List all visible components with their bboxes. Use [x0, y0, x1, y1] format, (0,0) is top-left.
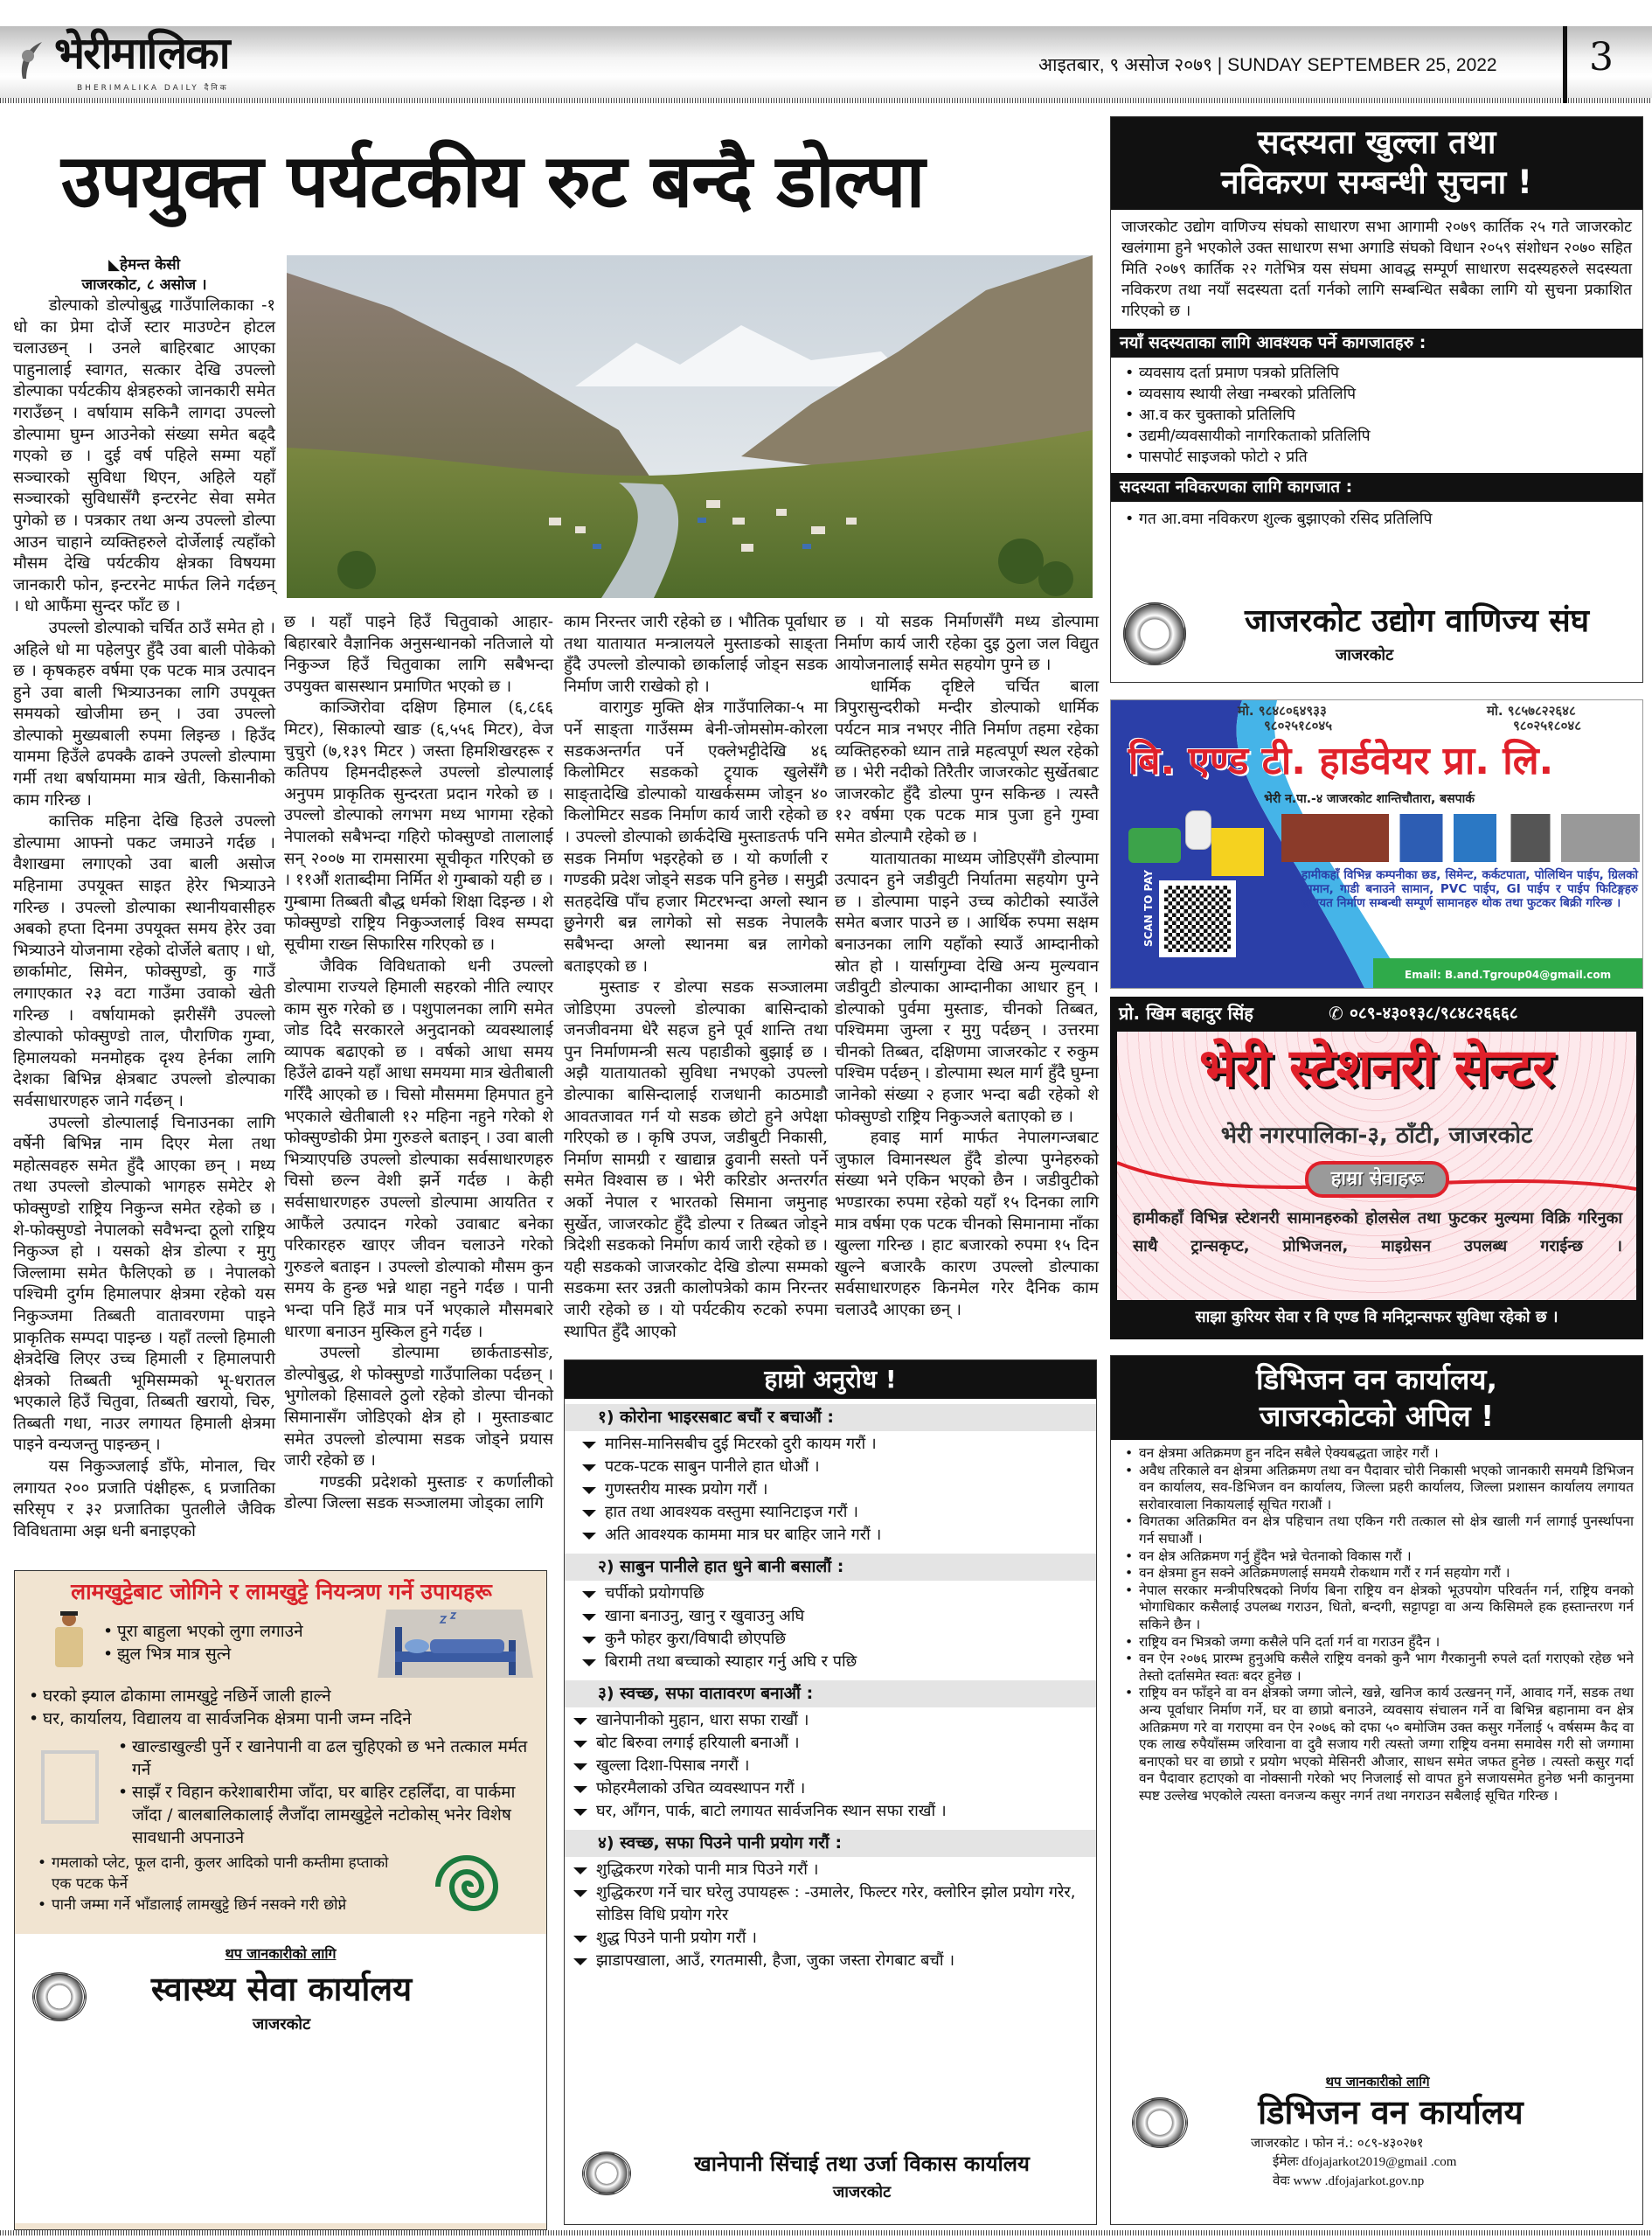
window-mesh-illustration [41, 1750, 99, 1824]
appeal-item: शुद्ध पिउने पानी प्रयोग गरौं । [565, 1927, 1087, 1950]
article-paragraph: यातायातका माध्यम जोडिएसँगै डोल्पामा उत्पादन हुने जडीवुटी निर्यातमा सहयोग पुग्ने छ । डोल्पामा पाइने उच्च कोटीको स्याउँले समेत बजार पाउने छ । आर्थिक रुपमा सक्षम बनाउनका लागि यहाँको स्याउँ आम्दानीको स्रोत हो । यार्सागुम्वा देखि अन्य मुल्यवान जडीवुटी डोल्पाका आम्दानीका आधार हुन् । डोल्पाको पुर्वमा मुस्ताङ, चीनको तिब्बत, पश्चिममा जुम्ला र मुगु पर्दछन् । उत्तरमा चीनको तिब्बत, दक्षिणमा जाजरकोट र रुकुम पश्चिम पर्दछन् । डोल्पामा स्थल मार्ग हुँदै घुम्ना जानेको संख्या २ हजार भन्दा बढी रहेको शे फोक्सुण्डो राष्ट्रिय निकुञ्जले बताएको छ । [835, 849, 1099, 1126]
notice-title-line-1: सदस्यता खुल्ला तथा [1257, 123, 1496, 161]
hardware-description: हामीकहाँ विभिन्न कम्पनीका छड, सिमेन्ट, कर्कटपाता, पोलिथिन पाईप, ग्रिलको सामान, गाडी बनाउने सामान, PVC पाईप, GI पाईप र पाईप फिटिङ्गहरु लगायत निर्माण सम्बन्धी सम्पूर्ण सामानहरु थोक तथा फुटकर बिक्री गरिन्छ । [1301, 868, 1638, 910]
bed-with-mosquito-net-illustration [378, 1610, 535, 1679]
article-paragraph: मुस्ताङ र डोल्पा सडक सञ्जालमा जोडिएमा उपल्लो डोल्पाका बासिन्दाको जनजीवनमा धेरै सहज हुने पूर्व शान्ति तथा पुन निर्माणमन्त्री सत्य पहाडीको बुझाई छ । अझै यातायातको सुविधा नभएको उपल्लो डोल्पाका बासिन्दालाई राजधानी काठमाडौ आवतजावत गर्न यो सडक छोटो हुने अपेक्षा गरिएको छ । कृषि उपज, जडीबुटी निकासी, निर्माण सामग्री र खाद्यान्न ढुवानी सस्तो पर्ने समेत विश्वास छ । भेरी करिडोर अन्तरर्गत अर्को नेपाल र भारतको सिमाना जमुनाह सुर्खेत, जाजरकोट हुँदै डोल्पा र तिब्बत जोड्ने त्रिदेशी सडकको निर्माण कार्य जारी रहेको छ । यही सडकको जाजरकोट देखि डोल्पा सम्मको सडकमा स्तर उन्नती कालोपत्रेको काम निरन्तर जारी रहेको छ । यो पर्यटकीय रुटको रुपमा स्थापित हुँदै आएको [564, 978, 828, 1341]
document-item: • आ.व कर चुक्ताको प्रतिलिपि [1120, 405, 1634, 426]
mosquito-tips-group-4 [32, 1853, 399, 1916]
article-paragraph: छ । यो सडक निर्माणसँगै मध्य डोल्पामा निर्माण कार्य जारी रहेका दुइ ठुला जल विद्युत आयोजनालाई समेत सहयोग पुग्ने छ । [835, 613, 1099, 675]
issue-date: आइतबार, ९ असोज २०७९ | SUNDAY SEPTEMBER 25, 2022 [1038, 55, 1497, 75]
appeal-section-list [565, 1707, 1096, 1830]
appeal-item: मानिस-मानिसबीच दुई मिटरको दुरी कायम गरौं । [573, 1433, 1087, 1456]
chamber-emblem-icon [1123, 602, 1186, 665]
document-item: • उद्यमी/व्यवसायीको नागरिकताको प्रतिलिपि [1120, 426, 1634, 447]
notice-org-name: जाजरकोट उद्योग वाणिज्य संघ [1245, 603, 1589, 639]
article-paragraph: छ । यहाँ पाइने हिउँ चितुवाको आहार-बिहारबारे वैज्ञानिक अनुसन्धानको नतिजाले यो निकुञ्ज हिउँ चितुवाका लागि सबैभन्दा उपयुक्त बासस्थान प्रमाणित भएको छ । [284, 613, 553, 696]
government-emblem-icon [1132, 2097, 1188, 2148]
tip-item: • पूरा बाहुला भएको लुगा लगाउने [98, 1620, 369, 1643]
forest-appeal-item: • नेपाल सरकार मन्त्रीपरिषदको निर्णय बिना राष्ट्रिय वन क्षेत्रको भूउपयोग परिवर्तन गर्न, राष्ट्रिय वनको भोगाधिकार कसैलाई उपलब्ध गराउन, धितो, बन्दगी, सट्टापट्टा वा अन्य किसिमले हक हस्तान्तरण गर्न सकिने छैन । [1120, 1582, 1634, 1634]
newspaper-logo: भेरीमालिका [54, 27, 229, 79]
appeal-section-list [565, 1581, 1096, 1680]
mosquito-tips-group-3 [113, 1735, 532, 1849]
document-item: • पासपोर्ट साइजको फोटो २ प्रति [1120, 447, 1634, 468]
mosquito-tips-group-1 [98, 1620, 369, 1665]
author-name: हेमन्त केसी [120, 256, 181, 274]
water-office-place: जाजरकोट [832, 2183, 892, 2201]
renewal-documents [1111, 502, 1642, 537]
article-paragraph: काम निरन्तर जारी रहेको छ । भौतिक पूर्वाधार तथा यातायात मन्त्रालयले मुस्ताङको साङ्ता हुँदै उपल्लो डोल्पाको छार्कालाई जोड्न सडक निर्माण जारी राखेको हो । [564, 613, 828, 696]
mosquito-tips-group-2 [24, 1685, 539, 1730]
appeal-item: अति आवश्यक काममा मात्र घर बाहिर जाने गरौं । [573, 1524, 1087, 1547]
forest-appeal-item: • वन क्षेत्रमा हुन सक्ने अतिक्रमणलाई समयमै रोकथाम गरौं र गर्न सहयोग गरौं । [1120, 1565, 1634, 1582]
mosquito-coil-icon [426, 1849, 510, 1924]
article-paragraph: उपल्लो डोल्पामा छार्कताङसोङ, डोल्पोबुद्ध, शे फोक्सुण्डो गाउँपालिका पर्दछन् । भुगोलको हिसावले ठुलो रहेको डोल्पा चीनको सिमानासँग जोडिएको क्षेत्र हो । मुस्ताङबाट समेत उपल्लो डोल्पामा सडक जोड्ने प्रयास जारी रहेको छ । [284, 1344, 553, 1471]
forest-appeal-item: • राष्ट्रिय वन भित्रको जग्गा कसैले पनि दर्ता गर्न वा गराउन हुँदैन । [1120, 1634, 1634, 1651]
forest-office-name: डिभिजन वन कार्यालय [1258, 2093, 1524, 2131]
tip-item: • पानी जम्मा गर्ने भाँडालाई लामखुट्टे छिर्न नसक्ने गरी छोप्ने [32, 1895, 399, 1916]
forest-appeal-item: • अवैध तरिकाले वन क्षेत्रमा अतिक्रमण तथा वन पैदावार चोरी निकासी भएको जानकारी समयमै डिभिजन वन कार्यालय, सव-डिभिजन वन कार्यालय, जिल्ला प्रहरी कार्यालय, जिल्ला प्रशासन कार्यालय लगायत सरोवारवाला निकायलाई सूचित गराऔं । [1120, 1463, 1634, 1514]
more-info-label: थप जानकारीको लागि [1325, 2074, 1430, 2090]
appeal-sections [565, 1404, 1096, 1979]
stationery-ad [1110, 997, 1643, 1339]
new-membership-heading: नयाँ सदस्यताका लागि आवश्यक पर्ने कागजातहरु : [1111, 329, 1642, 358]
article-headline: उपयुक्त पर्यटकीय रुट बन्दै डोल्पा [61, 138, 925, 224]
hardware-goods-strip [1281, 814, 1640, 862]
hardware-phone-left: मो. ९८४८०६४९३३ ९८०२५१८०४५ [1238, 703, 1333, 734]
hardware-shop-name: बि. एण्ड टी. हार्डवेयर प्रा. लि. [1128, 739, 1554, 783]
government-emblem-icon [582, 2152, 631, 2195]
appeal-item: शुद्धिकरण गर्ने चार घरेलु उपायहरू : -उमालेर, फिल्टर गरेर, क्लोरिन झोल प्रयोग गरेर, सोडिस विधि प्रयोग गरेर [565, 1881, 1087, 1927]
byline [13, 255, 275, 275]
government-emblem-icon [32, 1972, 87, 2021]
forest-appeal-item: • वन क्षेत्रमा अतिक्रमण हुन नदिन सबैले ऐक्यबद्धता जाहेर गरौं । [1120, 1445, 1634, 1463]
services-label: हाम्रा सेवाहरू [1305, 1161, 1449, 1198]
mosquito-title: लामखुट्टेबाट जोगिने र लामखुट्टे नियन्त्रण गर्ने उपायहरू [71, 1579, 492, 1604]
forest-office-email[interactable]: ईमेलः dfojajarkot2019@gmail .com [1273, 2155, 1457, 2169]
forest-office-appeal [1110, 1355, 1643, 2225]
tip-item: • साझँ र विहान करेशाबारीमा जाँदा, घर बाहिर टहलिँदा, वा पार्कमा जाँदा / बालबालिकालाई लैजाँदा लामखुट्टेले नटोकोस् भनेर विशेष सावधानी अपनाउने [113, 1781, 532, 1849]
appeal-item: गुणस्तरीय मास्क प्रयोग गरौं । [573, 1478, 1087, 1501]
appeal-item: बिरामी तथा बच्चाको स्याहार गर्नु अघि र पछि [573, 1651, 1087, 1673]
appeal-item: खानेपानीको मुहान, धारा सफा राखौं । [565, 1709, 1087, 1732]
person-full-sleeves-illustration [50, 1611, 88, 1667]
article-paragraph: काञ्जिरोवा दक्षिण हिमाल (६,८६६ मिटर), सिकाल्पो खाङ (६,५५६ मिटर), वेज चुचुरो (७,१३९ मिटर ) जस्ता हिमशिखरहरू र कतिपय हिमनदीहरूले उपल्लो डोल्पालाई अनुपम प्राकृतिक सुन्दरता प्रदान गरेको छ । उपल्लो डोल्पाको लगभग मध्य भागमा रहेको नेपालको सबैभन्दा गहिरो फोक्सुण्डो तालालाई सन् २००७ मा रामसारमा सूचीकृत गरिएको छ । ११औं शताब्दीमा निर्मित शे गुम्बाको यही छ । गुम्बामा तिब्बती बौद्ध धर्मको शिक्षा दिइन्छ । शे फोक्सुण्डो राष्ट्रिय निकुञ्जलाई विश्व सम्पदा सूचीमा राख्न सिफारिस गरिएको छ । [284, 699, 553, 954]
article-paragraph: गण्डकी प्रदेशको मुस्ताङ र कर्णालीको डोल्पा जिल्ला सडक सञ्जालमा जोड्का लागि [284, 1472, 553, 1513]
appeal-item: कुनै फोहर कुरा/विषादी छोएपछि [573, 1628, 1087, 1651]
tip-item: • झुल भित्र मात्र सुत्ने [98, 1643, 369, 1665]
appeal-section-list [565, 1431, 1096, 1554]
notice-title [1111, 117, 1642, 210]
stationery-ad-panel [1117, 1032, 1636, 1300]
appeal-item: हात तथा आवश्यक वस्तुमा स्यानिटाइज गरौं । [573, 1501, 1087, 1524]
appeal-title: हाम्रो अनुरोध ! [565, 1360, 1096, 1399]
article-column-2 [284, 612, 553, 1522]
newspaper-logo-subtitle: BHERIMALIKA DAILY दैनिक [77, 84, 229, 93]
document-item: • व्यवसाय दर्ता प्रमाण पत्रको प्रतिलिपि [1120, 363, 1634, 384]
stationery-description: हामीकहाँ विभिन्न स्टेशनरी सामानहरुको होलसेल तथा फुटकर मुल्यमा विक्रि गरिनुका साथै ट्रान्सकृप्ट, प्रोभिजनल, माइग्रेसन उपलब्ध गराईन्छ । [1133, 1209, 1622, 1255]
tip-item: • घर, कार्यालय, विद्यालय वा सार्वजनिक क्षेत्रमा पानी जम्न नदिने [24, 1707, 539, 1730]
water-office-appeal [564, 1359, 1097, 2225]
forest-appeal-item: • वन क्षेत्र अतिक्रमण गर्नु हुँदैन भन्ने चेतनाको विकास गरौं । [1120, 1548, 1634, 1566]
appeal-section-list [565, 1857, 1096, 1979]
health-office-name: स्वास्थ्य सेवा कार्यालय [150, 1970, 413, 2008]
stationery-address: भेरी नगरपालिका-३, ठाँटी, जाजरकोट [1220, 1123, 1533, 1149]
more-info-label: थप जानकारीको लागि [225, 1945, 337, 1962]
forest-title-line-2: जाजरकोटको अपिल ! [1259, 1399, 1495, 1433]
hardware-ad [1110, 699, 1643, 989]
qr-code[interactable] [1159, 880, 1236, 957]
appeal-section-heading: ३) स्वच्छ, सफा वातावरण बनाऔं : [565, 1680, 1096, 1707]
appeal-section-heading: १) कोरोना भाइरसबाट बचौं र बचाऔं : [565, 1404, 1096, 1431]
document-item: • गत आ.वमा नविकरण शुल्क बुझाएको रसिद प्रतिलिपि [1120, 509, 1634, 530]
appeal-item: चर्पीको प्रयोगपछि [573, 1582, 1087, 1605]
phone-icon: ✆ [1329, 1003, 1343, 1024]
forest-title [1111, 1356, 1642, 1440]
dateline: जाजरकोट, ८ असोज । [81, 276, 207, 294]
forest-title-line-1: डिभिजन वन कार्यालय, [1255, 1362, 1498, 1396]
article-paragraph: हवाइ मार्ग मार्फत नेपालगन्जबाट जुफाल विमानस्थल हुँदै डोल्पा पुग्नेहरुको संख्या भने एकिन भएको छैन । जडीवुटीको भण्डारका रुपमा रहेको यहाँ १५ दिनका लागि मात्र वर्षमा एक पटक चीनको सिमानामा नाँका खुल्ला गरिन्छ । हाट बजारको रुपमा १५ दिन खुल्ने बजारकै कारण उपल्लो डोल्पाका सर्वसाधारणहरु किनमेल गरेर दैनिक काम चलाउदै आएका छन् । [835, 1129, 1099, 1319]
article-photo-dolpa-valley [287, 255, 1093, 598]
hardware-phone-right: मो. ९८५७८२२६४८ ९८०२५१८०४८ [1487, 703, 1582, 734]
article-paragraph: डोल्पाको डोल्पोबुद्ध गाउँपालिकाका -१ धो का प्रेमा दोर्जे स्टार माउण्टेन होटल चलाउछन् । उनले बाहिरबाट आएका पाहुनालाई स्वागत, सत्कार देखि उपल्लो डोल्पाका पर्यटकीय क्षेत्रहरुको जानकारी समेत गराउँछन् । वर्षायाम सकिनै लागदा उपल्लो डोल्पामा घुम्न आउनेको संख्या समेत बढ्दै गएको छ । दुई वर्ष पहिले सम्मा यहाँ सञ्चारको सुविधा थिएन, अहिले यहाँ सञ्चारको सुविधासँगै इन्टरनेट सेवा समेत पुगेको छ । पत्रकार तथा अन्य उपल्लो डोल्पा आउन चाहाने व्यक्तिहरुले दोर्जेलाई त्यहाँको मौसम देखि पर्यटकीय क्षेत्रका विषयमा जानकारी फोन, इन्टरनेट मार्फत लिने गर्दछन् । धो आफैंमा सुन्दर फाँट छ । [13, 296, 275, 616]
appeal-item: शुद्धिकरण गरेको पानी मात्र पिउने गरौं । [565, 1859, 1087, 1881]
stationery-footer: साझा कुरियर सेवा र वि एण्ड वि मनिट्रान्सफर सुविधा रहेको छ । [1195, 1308, 1558, 1326]
appeal-item: घर, आँगन, पार्क, बाटो लगायत सार्वजनिक स्थान सफा राखौं । [565, 1800, 1087, 1823]
forest-office-contact: जाजरकोट । फोन नं.: ०८९-४३०२७१ [1251, 2135, 1424, 2151]
article-paragraph: उपल्लो डोल्पालाई चिनाउनका लागि वर्षेनी बिभिन्न नाम दिएर मेला तथा महोत्सवहरु समेत हुँदै आएका छन् । मध्य तथा उपल्लो डोल्पाको भागहरु समेटेर शे फोक्सुण्डो राष्ट्रिय निकुन्ज समेत रहेको छ । शे-फोक्सुण्डो नेपालको सवैभन्दा ठूलो राष्ट्रिय निकुञ्ज हो । यसको क्षेत्र डोल्पा र मुगु जिल्लामा समेत फैलिएको छ । नेपालको पश्चिमी दुर्गम हिमालपार क्षेत्रमा रहेको यस निकुञ्जमा तिब्बती वातावरणमा पाइने प्राकृतिक सम्पदा पाइन्छ । यहाँ तल्लो हिमाली क्षेत्रदेखि लिएर उच्च हिमाली र हिमालपारी क्षेत्रको तिब्बती भूमिसम्मको भू-धरातल भएकाले हिउँ चितुवा, तिब्बती खरायो, चिरु, तिब्बती गधा, नाउर लगायत हिमाली क्षेत्रमा पाइने वन्यजन्तु पाइन्छन् । [13, 1113, 275, 1455]
membership-notice [1110, 116, 1643, 683]
stationery-owner: प्रो. खिम बहादुर सिंह [1119, 1003, 1253, 1024]
water-office-name: खानेपानी सिंचाई तथा उर्जा विकास कार्यालय [694, 2152, 1030, 2176]
article-paragraph: जैविक विविधताको धनी उपल्लो डोल्पामा राज्यले हिमाली सहरको नीति ल्याएर काम सुरु गरेको छ । पशुपालनका लागि समेत जोड दिदै सरकारले अनुदानको व्यवस्थालाई व्यापक बढाएको छ । वर्षको आधा समय हिउँले ढाक्ने यहाँ आधा समयमा मात्र खेतीबाली गरिँदै आएको छ । चिसो मौसममा हिमपात हुने भएकाले खेतीबाली १२ महिना नहुने गरेको शे फोक्सुण्डोकी प्रेमा गुरुङले बताइन् । उवा बाली भित्र्याएपछि उपल्लो डोल्पाका सर्वसाधारणहरु चिसो छल्न वेशी झर्ने गर्दछ । केही सर्वसाधारणहरु उपल्लो डोल्पामा आयतित र आफैंले उत्पादन गरेको उवाबाट बनेका परिकारहरु खाएर जीवन चलाउने गरेको गुरुङले बताइन । उपल्लो डोल्पाको मौसम कुन समय के हुन्छ भन्ने थाहा नहुने गर्दछ । पानी भन्दा पनि हिउँ मात्र पर्ने भएकाले मौसमबारे धारणा बनाउन मुस्किल हुने गर्दछ । [284, 956, 553, 1341]
forest-office-website[interactable]: वेवः www .dfojajarkot.gov.np [1273, 2174, 1425, 2188]
scan-to-pay-label: SCAN TO PAY [1142, 869, 1155, 947]
appeal-item: फोहरमैलाको उचित व्यवस्थापन गरौं । [565, 1777, 1087, 1800]
document-item: • व्यवसाय स्थायी लेखा नम्बरको प्रतिलिपि [1120, 384, 1634, 405]
page-bottom-rule [0, 2230, 1652, 2236]
notice-org-place: जाजरकोट [1335, 646, 1394, 664]
forest-appeal-item: • विगतका अतिक्रमित वन क्षेत्र पहिचान तथा एकिन गरी तत्काल सो क्षेत्र खाली गर्न लागाई पुनर्स्थापना गर्न सघाऔं । [1120, 1513, 1634, 1547]
page-number: 3 [1589, 35, 1614, 80]
article-paragraph: उपल्लो डोल्पाको चर्चित ठाउँ समेत हो । अहिले धो मा पहेलपुर हुँदै उवा बाली पोकेको छ । कृषकहरु वर्षमा एक पटक मात्र उत्पादन हुने उवा बाली भित्र्याउनका लागि उपयूक्त समयको खोजीमा छन् । उवा उपल्लो डोल्पाको मुख्यबाली रुपमा लिइन्छ । हिउँद याममा हिउँले ढपक्कै ढाक्ने उपल्लो डोल्पामा गर्मी तथा बर्षायाममा मात्र खेती, किसानीको काम गरिन्छ । [13, 618, 275, 810]
forest-appeal-item: • वन ऐन २०७६ प्रारम्भ हुनुअघि कसैले राष्ट्रिय वनको कुनै भाग गैरकानुनी रुपले दर्ता गराएको रहेछ भने तेस्तो दर्तासमेत स्वतः बदर हुनेछ । [1120, 1651, 1634, 1685]
appeal-section-heading: ४) स्वच्छ, सफा पिउने पानी प्रयोग गरौं : [565, 1830, 1096, 1857]
appeal-item: बोट बिरुवा लगाई हरियाली बनाऔं । [565, 1732, 1087, 1755]
article-paragraph: कात्तिक महिना देखि हिउले उपल्लो डोल्पामा आफ्नो पकट जमाउने गर्दछ । वैशाखमा लगाएको उवा बाली असोज महिनामा उपयूक्त साइत हेरेर भित्र्याउने गरिन्छ । उपल्लो डोल्पाका स्थानीयवासीहरु अबको हप्ता दिनमा उपयूक्त समय हेरेर उवा भित्र्याउने योजनामा रहेको दोर्जेले बताए । धो, छार्कामोट, सिमेन, फोक्सुण्डो, कु गाउँ लगाएकात २३ वटा गाउँमा उवाको खेती गरिन्छ । वर्षायामको झरीसँगै उपल्लो डोल्पाको फोक्सुण्डो ताल, पौराणिक गुम्वा, हिमालयको मनमोहक दृश्य हेर्नका लागि देशका बिभिन्न क्षेत्रबाट उपल्लो डोल्पाका सर्वसाधारणहरु जाने गर्दछन् । [13, 812, 275, 1110]
tip-item: • गमलाको प्लेट, फूल दानी, कुलर आदिको पानी कम्तीमा हप्ताको एक पटक फेर्ने [32, 1853, 399, 1895]
masthead-rule [0, 98, 1652, 103]
appeal-item: खुल्ला दिशा-पिसाब नगरौं । [565, 1755, 1087, 1777]
forest-appeal-list [1111, 1440, 1642, 1810]
notice-title-line-2: नविकरण सम्बन्धी सुचना ! [1221, 163, 1532, 201]
page-number-divider [1563, 26, 1567, 103]
stationery-phone: ०८९-४३०१३८/९८४८२६६६८ [1350, 1004, 1518, 1023]
appeal-item: खाना बनाउनु, खानु र खुवाउनु अघि [573, 1605, 1087, 1628]
appeal-section-heading: २) साबुन पानीले हात धुने बानी बसालौं : [565, 1554, 1096, 1581]
logo-feather-icon [16, 40, 51, 80]
new-membership-documents [1111, 358, 1642, 473]
article-paragraph: यस निकुञ्जलाई डाँफे, मोनाल, चिर लगायत २०० प्रजाति पंक्षीहरू, ६ प्रजातिका सरिसृप र ३२ प्रजातिका पुतलीले जैविक विविधतामा अझ धनी बनाइएको [13, 1457, 275, 1540]
mosquito-ad-footer [15, 1934, 546, 2223]
hardware-address: भेरी न.पा.-४ जाजरकोट शान्तिचौतारा, बसपार्क [1264, 792, 1475, 806]
article-column-4 [835, 612, 1099, 1329]
appeal-item: पटक-पटक साबुन पानीले हात धोऔं । [573, 1456, 1087, 1478]
health-office-place: जाजरकोट [252, 2015, 311, 2034]
tip-item: • खाल्डाखुल्डी पुर्ने र खानेपानी वा ढल चुहिएको छ भने तत्काल मर्मत गर्ने [113, 1735, 532, 1781]
article-column-3 [564, 612, 828, 1350]
renewal-heading: सदस्यता नविकरणका लागि कागजात : [1111, 473, 1642, 502]
author-marker-icon: ◣ [108, 256, 121, 274]
article-paragraph: धार्मिक दृष्टिले चर्चित बाला त्रिपुरासुन्दरीको मन्दीर डोल्पाको धार्मिक पर्यटन मात्र नभएर नीति निर्माण तहमा रहेका व्यक्तिहरुको ध्यान तान्ने महत्वपूर्ण स्थल रहेको छ । भेरी नदीको तिरैतीर जाजरकोट सुर्खेतबाट जाजरकोट हुँदै डोल्पा पुग्न सकिन्छ । त्यस्तै १२ वर्षमा एक पटक मात्र पुजा हुने गुम्वा समेत डोल्पामै रहेको छ । [835, 677, 1099, 846]
tip-item: • घरको झ्याल ढोकामा लामखुट्टे नछिर्ने जाली हाल्ने [24, 1685, 539, 1707]
hardware-email[interactable]: Email: B.and.Tgroup04@gmail.com [1399, 968, 1616, 982]
stationery-shop-name: भेरी स्टेशनरी सेन्टर [1199, 1038, 1554, 1099]
article-paragraph: वारागुङ मुक्ति क्षेत्र गाउँपालिका-५ मा पर्ने साङ्ता गाउँसम्म बेनी-जोमसोम-कोरला सडकअन्तर्गत पर्ने एक्लेभट्टीदेखि ४६ किलोमिटर सडकको ट्र्याक खुलेसँगै साङ्तादेखि डोल्पाको याखर्कसम्म जोड्न ४० किलोमिटर सडक निर्माण कार्य जारी रहेको छ । उपल्लो डोल्पाको छार्कदेखि मुस्ताङतर्फ पनि सडक निर्माण भइरहेको छ । यो कर्णाली र गण्डकी प्रदेश जोड्ने सडक पनि हुनेछ । समुद्री सतहदेखि पाँच हजार मिटरभन्दा अग्लो स्थान छुनेगरी बन्न लागेको सो सडक नेपालकै सबैभन्दा अग्लो स्थानमा बन्न लागेको बताइएको छ । [564, 699, 828, 976]
mosquito-prevention-ad [14, 1570, 547, 2230]
article-column-1 [13, 255, 275, 1549]
forest-appeal-item: • राष्ट्रिय वन फाँड्ने वा वन क्षेत्रको जग्गा जोत्ने, खन्ने, खनिज कार्य उत्खनन् गर्ने, आवाद गर्ने, सडक तथा अन्य पूर्वाधार निर्माण गर्ने, घर वा छाप्रो बनाउने, व्यवसाय संचालन गर्ने वा बिभिन्न बहानामा वन क्षेत्र अतिक्रमण गरे वा गराएमा वन ऐन २०७६ को दफा ५० बमोजिम उक्त कसुर गर्नेलाई ५ वर्षसम्म कैद वा एक लाख रुपैयाँसम्म जरिवाना वा दुवै सजाय गरी त्यस्तो जग्गा राष्ट्रिय वनमा समावेस गरी सो जग्गामा बनाएको घर वा छाप्रो र प्रयोग भएको मेसिनरी औजार, साधन समेत जफत हुनेछ । त्यस्तो कसुर गर्दा वन पैदावार हटाएको वा नोक्सानी गरेको भए निजलाई सो वापत हुने सजायसमेत हुनेछ भनी कानुनमा स्पष्ट उल्लेख भएकोले त्यस्ता वनजन्य कसुर नगर्न तथा नगराउन सबैलाई सूचित गरिन्छ । [1120, 1685, 1634, 1804]
appeal-item: झाडापखाला, आउँ, रगतमासी, हैजा, जुका जस्ता रोगबाट बचौं । [565, 1950, 1087, 1972]
notice-body: जाजरकोट उद्योग वाणिज्य संघको साधारण सभा आगामी २०७९ कार्तिक २५ गते जाजरकोट खलंगामा हुने भएकोले उक्त साधारण सभा अगाडि संघको विधान २०५९ संशोधन २०७० सहित मिति २०७९ कार्तिक २२ गतेभित्र यस संघमा आवद्ध सम्पूर्ण साधारण सदस्यहरुले सदस्यता नविकरण तथा नयाँ सदस्यता दर्ता गर्नको लागि सम्बन्धित सबैका लागि यो सुचना प्रकाशित गरिएको छ । [1121, 219, 1632, 320]
